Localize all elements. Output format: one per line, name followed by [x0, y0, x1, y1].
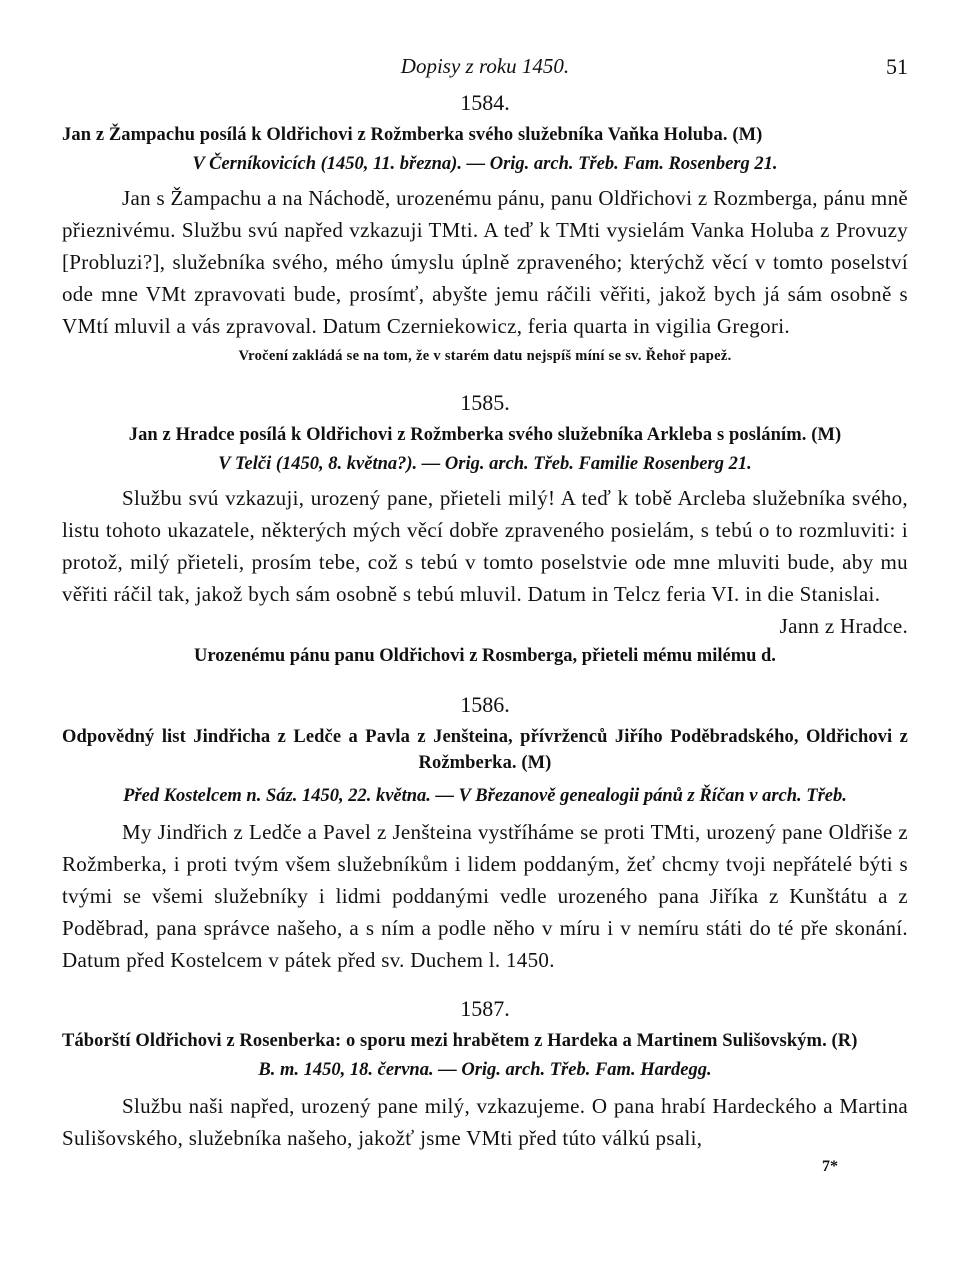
signature-line: [62, 610, 908, 642]
document-page: [62, 40, 908, 1180]
entry-text: [62, 482, 908, 642]
entry-regest: Jan z Hradce posílá k Oldřichovi z Rožmberka svého služebníka Arkleba s posláním. (M): [128, 425, 842, 445]
entry-text: [62, 1090, 908, 1154]
entry-text-paragraph: My Jindřich z Ledče a Pavel z Jenšteina vystříháme se proti TMti, urozený pane Oldřiše z Rožmberka, i proti tvým všem služebníkům i lidem poddaným, žeť chcmy tvoji nepřátelé býti s tvými se všemi služebníky i lidmi poddanými vedle urozeného pana Jiříka z Kunštátu a z Poděbrad, pana správce našeho, a s ním a podle něho v míru i v nemíru státi do té pře skonání. Datum před Kostelcem v pátek před sv. Duchem l. 1450.: [62, 820, 908, 972]
entry-source: B. m. 1450, 18. června. — Orig. arch. Třeb. Fam. Hardegg.: [258, 1060, 712, 1080]
page-number: 51: [886, 54, 908, 79]
entry-number: 1585.: [460, 390, 510, 415]
entry-text-paragraph: Službu naši napřed, urozený pane milý, vzkazujeme. O pana hrabí Hardeckého a Martina Sulišovského, služebníka našeho, jakožť jsme VMti před túto válkú psali,: [62, 1094, 908, 1150]
entry-source: V Telči (1450, 8. května?). — Orig. arch. Třeb. Familie Rosenberg 21.: [218, 454, 752, 474]
running-head: [62, 40, 908, 79]
entry-number: 1587.: [460, 996, 510, 1021]
signature: Jann z Hradce.: [779, 614, 908, 638]
entry-note: Vročení zakládá se na tom, že v starém datu nejspíš míní se sv. Řehoř papež.: [238, 348, 732, 364]
entry-text: [62, 816, 908, 976]
entry-text: [62, 182, 908, 342]
entry-source: V Černíkovicích (1450, 11. března). — Orig. arch. Třeb. Fam. Rosenberg 21.: [192, 154, 778, 174]
entry-number: 1586.: [460, 692, 510, 717]
entry-1587: [62, 994, 908, 1180]
signature-mark: 7*: [822, 1158, 838, 1175]
entry-text-paragraph: Jan s Žampachu a na Náchodě, urozenému pánu, panu Oldřichovi z Rozmberga, pánu mně přieznivému. Službu svú napřed vzkazuji TMti. A teď k TMti vysielám Vanka Holuba z Provuzy [Probluzi?], služebníka svého, mého úmyslu úplně zpraveného; kterýchž věcí v tomto poselství ode mne VMt zpravovati bude, prosímť, abyšte jemu ráčili věřiti, jakož bych já sám osobně s VMtí mluvil a vás zpravoval. Datum Czerniekowicz, feria quarta in vigilia Gregori.: [62, 186, 908, 338]
entry-address: Urozenému pánu panu Oldřichovi z Rosmberga, přieteli mému milému d.: [194, 646, 776, 666]
entry-source: Před Kostelcem n. Sáz. 1450, 22. května. — V Březanově genealogii pánů z Říčan v arch. Třeb.: [123, 786, 847, 806]
entry-regest: Táborští Oldřichovi z Rosenberka: o sporu mezi hrabětem z Hardeka a Martinem Sulišovským. (R): [62, 1031, 858, 1051]
entry-regest: Odpovědný list Jindřicha z Ledče a Pavla z Jenšteina, přívrženců Jiřího Poděbradského, Oldřichovi z Rožmberka. (M): [62, 727, 908, 773]
entry-1586: [62, 690, 908, 976]
entry-text-paragraph: Službu svú vzkazuji, urozený pane, přieteli milý! A teď k tobě Arcleba služebníka svého, listu tohoto ukazatele, některých mých věcí dobře zpraveného posielám, s tebú o to rozmluviti: i protož, milý přieteli, prosím tebe, což s tebú v tomto poselstvie ode mne mluviti bude, aby mu věřiti ráčil tak, jakož bych sám osobně s tebú mluvil. Datum in Telcz feria VI. in die Stanislai.: [62, 486, 908, 606]
running-head-title: Dopisy z roku 1450.: [400, 54, 570, 78]
entry-number: 1584.: [460, 90, 510, 115]
entry-1585: [62, 388, 908, 670]
entry-regest: Jan z Žampachu posílá k Oldřichovi z Rožmberka svého služebníka Vaňka Holuba. (M): [62, 125, 763, 145]
entry-1584: [62, 88, 908, 368]
